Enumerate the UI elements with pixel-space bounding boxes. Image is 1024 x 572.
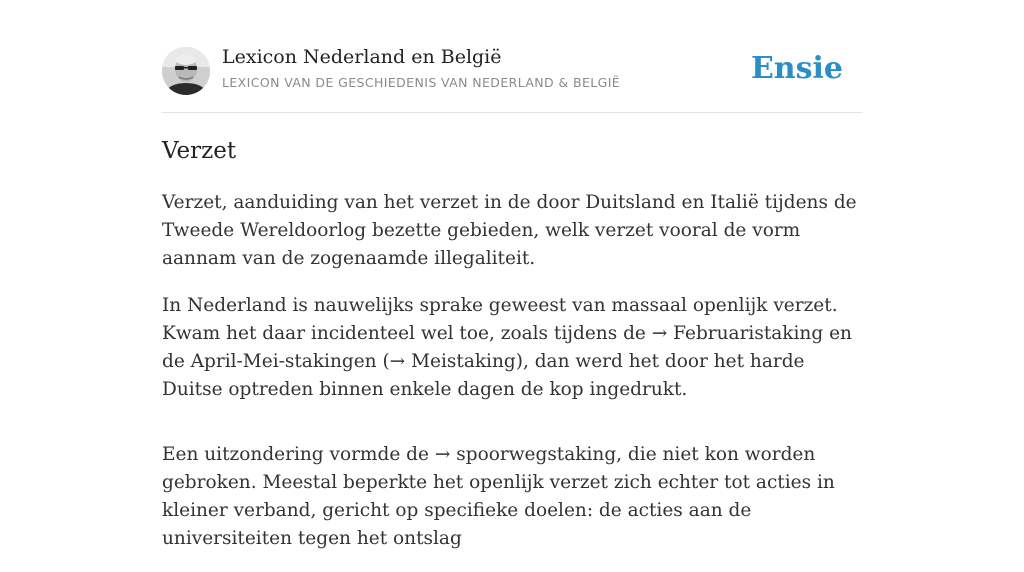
site-header xyxy=(162,0,862,113)
paragraph-intro: Verzet, aanduiding van het verzet in de door Duitsland en Italië tijdens de Tweede Wereldoorlog bezette gebieden, welk verzet vooral de vorm aannam van de zogenaamde illegaliteit. xyxy=(162,192,857,269)
paragraph-netherlands xyxy=(162,292,862,404)
paragraph-text: In Nederland is nauwelijks sprake geweest van massaal openlijk verzet. Kwam het daar incidenteel wel toe, zoals tijdens de xyxy=(162,295,838,344)
link-spoorwegstaking[interactable] xyxy=(435,444,616,465)
link-label: Meistaking xyxy=(411,351,516,372)
paragraph-text: ), dan werd het door het harde Duitse optreden binnen enkele dagen de kop ingedrukt. xyxy=(162,351,805,400)
ensie-logo-link[interactable]: Ensie xyxy=(750,51,843,86)
arrow-right-icon: → xyxy=(651,323,668,344)
paragraph-text: , die niet kon worden gebroken. Meestal beperkte het openlijk verzet zich echter tot acties in kleiner verband, gericht op specifieke doelen: de acties aan de universiteiten tegen het ontslag xyxy=(162,444,835,549)
article-body xyxy=(162,189,862,572)
link-label: spoorwegstaking xyxy=(456,444,617,465)
paragraph-exception xyxy=(162,441,862,553)
link-februaristaking[interactable] xyxy=(652,323,823,344)
article-title: Verzet xyxy=(162,138,237,164)
paragraph-text: en de April-Mei-stakingen ( xyxy=(162,323,852,372)
link-meistaking[interactable] xyxy=(390,351,516,372)
arrow-right-icon: → xyxy=(434,444,451,465)
paragraph-text: Een uitzondering vormde de xyxy=(162,444,435,465)
avatar[interactable] xyxy=(162,47,210,95)
person-portrait-icon xyxy=(162,47,210,95)
link-label: Februaristaking xyxy=(673,323,824,344)
site-title[interactable]: Lexicon Nederland en België xyxy=(222,46,502,68)
page xyxy=(162,0,862,549)
arrow-right-icon: → xyxy=(389,351,406,372)
site-subtitle: LEXICON VAN DE GESCHIEDENIS VAN NEDERLAND & BELGIË xyxy=(222,75,621,90)
